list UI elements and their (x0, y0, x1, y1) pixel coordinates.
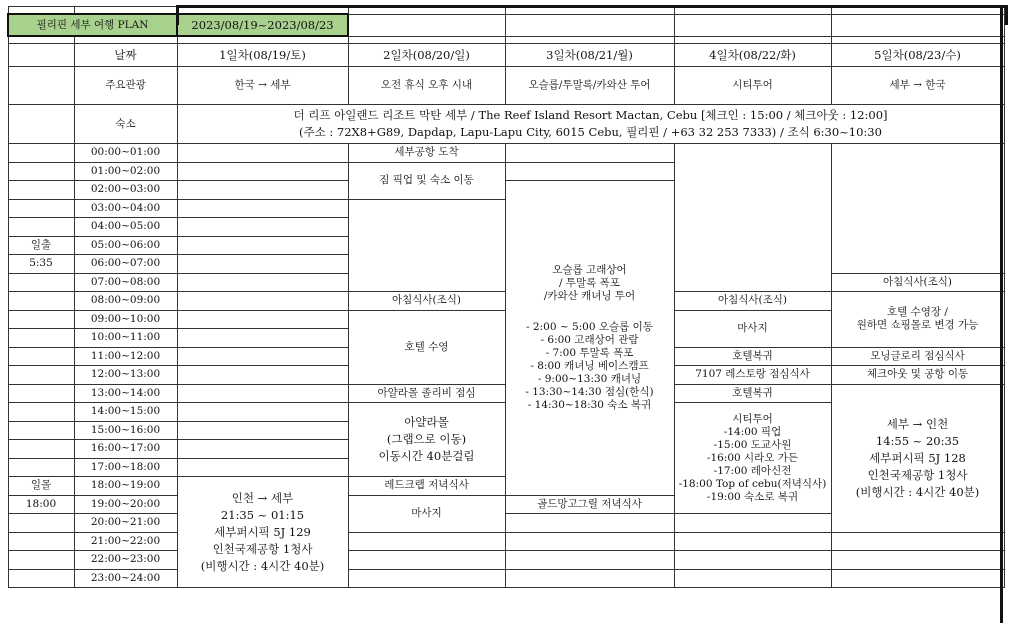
time-row (8, 144, 1004, 163)
tour-detail: - 7:00 투말록 폭포 (545, 346, 634, 359)
tour-detail: - 8:00 캐녀닝 베이스캠프 (530, 359, 649, 372)
schedule-cell: 아침식사(조식) (348, 292, 505, 311)
flight-line: 21:35 ~ 01:15 (220, 507, 305, 522)
flight-line: 14:55 ~ 20:35 (875, 433, 960, 448)
flight-line: 인천국제공항 1청사 (867, 467, 968, 482)
plan-dates: 2023/08/19~2023/08/23 (177, 14, 348, 36)
schedule-cell: 체크아웃 및 공항 이동 (831, 366, 1004, 385)
time-slot: 04:00~05:00 (74, 218, 177, 237)
city-tour-detail: -14:00 픽업 (723, 425, 782, 438)
ayala-cell (348, 403, 505, 477)
pool-line: 호텔 수영장 / (887, 306, 948, 319)
time-slot: 13:00~14:00 (74, 384, 177, 403)
ayala-line: 이동시간 40분걸림 (378, 449, 475, 463)
schedule-empty (831, 144, 1004, 274)
schedule-cell: 호텔복귀 (674, 384, 831, 403)
time-slot: 22:00~23:00 (74, 551, 177, 570)
tour-detail: - 2:00 ~ 5:00 오슬롭 이동 (526, 320, 653, 333)
time-slot: 08:00~09:00 (74, 292, 177, 311)
pool-line: 원하면 쇼핑몰로 변경 가능 (856, 319, 979, 332)
day-header: 3일차(08/21/월) (505, 44, 674, 67)
schedule-cell: 아얄라몰 졸리비 점심 (348, 384, 505, 403)
city-tour-detail: -15:00 도교사원 (713, 438, 792, 451)
lodging-line: 더 리프 아일랜드 리조트 막탄 세부 / The Reef Island Resort Mactan, Cebu [체크인 : 15:00 / 체크아웃 : 12:00] (293, 108, 888, 122)
time-slot: 01:00~02:00 (74, 162, 177, 181)
time-slot: 02:00~03:00 (74, 181, 177, 200)
schedule-cell: 아침식사(조식) (674, 292, 831, 311)
flight-line: 인천국제공항 1청사 (212, 541, 313, 556)
flight-line: (비행시간 : 4시간 40분) (200, 558, 325, 573)
time-row (8, 569, 1004, 588)
schedule-empty (348, 199, 505, 292)
flight-line: 세부 → 인천 (886, 416, 949, 431)
tour-detail: - 14:30~18:30 숙소 복귀 (527, 398, 652, 411)
day-header: 1일차(08/19/토) (177, 44, 348, 67)
time-slot: 10:00~11:00 (74, 329, 177, 348)
lodging-line: (주소 : 72X8+G89, Dapdap, Lapu-Lapu City, 6015 Cebu, 필리핀 / +63 32 253 7333) / 조식 6:30~10:30 (299, 125, 882, 139)
city-tour-detail: -18:00 Top of cebu(저녁식사) (678, 477, 827, 490)
time-slot: 15:00~16:00 (74, 421, 177, 440)
time-slot: 06:00~07:00 (74, 255, 177, 274)
lodging-info (177, 105, 1004, 144)
time-slot: 05:00~06:00 (74, 236, 177, 255)
time-slot: 19:00~20:00 (74, 495, 177, 514)
time-slot: 07:00~08:00 (74, 273, 177, 292)
time-slot: 14:00~15:00 (74, 403, 177, 422)
time-slot: 09:00~10:00 (74, 310, 177, 329)
schedule-cell: 짐 픽업 및 숙소 이동 (348, 162, 505, 199)
schedule-cell: 세부공항 도착 (348, 144, 505, 163)
tour-title: / 투말록 폭포 (559, 276, 620, 289)
time-slot: 18:00~19:00 (74, 477, 177, 496)
date-header-row (8, 44, 1004, 67)
time-slot: 21:00~22:00 (74, 532, 177, 551)
city-tour-cell (674, 403, 831, 514)
flight-line: 인천 → 세부 (231, 490, 294, 505)
time-slot: 20:00~21:00 (74, 514, 177, 533)
city-tour-detail: -16:00 시라오 가든 (706, 451, 799, 464)
day-header: 4일차(08/22/화) (674, 44, 831, 67)
schedule-cell: 마사지 (348, 495, 505, 532)
schedule-cell: 아침식사(조식) (831, 273, 1004, 292)
schedule-cell (831, 292, 1004, 348)
schedule-cell: 레드크랩 저녁식사 (348, 477, 505, 496)
lodging-label: 숙소 (74, 105, 177, 144)
city-tour-detail: -17:00 레아신전 (713, 464, 792, 477)
flight-line: 세부퍼시픽 5J 128 (869, 450, 966, 465)
time-slot: 03:00~04:00 (74, 199, 177, 218)
schedule-cell: 7107 레스토랑 점심식사 (674, 366, 831, 385)
time-row (8, 532, 1004, 551)
main-sights-label: 주요관광 (74, 67, 177, 105)
day-header: 2일차(08/20/일) (348, 44, 505, 67)
time-slot: 11:00~12:00 (74, 347, 177, 366)
schedule-cell: 호텔복귀 (674, 347, 831, 366)
main-sight: 한국 → 세부 (177, 67, 348, 105)
tour-detail: - 13:30~14:30 점심(한식) (525, 385, 654, 398)
ayala-line: (그랩으로 이동) (386, 432, 467, 446)
day-header: 5일차(08/23/수) (831, 44, 1004, 67)
plan-title: 필리핀 세부 여행 PLAN (8, 14, 177, 36)
flight-line: (비행시간 : 4시간 40분) (855, 484, 980, 499)
main-sights-row (8, 67, 1004, 105)
schedule-empty (674, 144, 831, 292)
time-row (8, 551, 1004, 570)
time-slot: 23:00~24:00 (74, 569, 177, 588)
tour-detail: - 6:00 고래상어 관람 (540, 333, 639, 346)
time-slot: 12:00~13:00 (74, 366, 177, 385)
schedule-cell: 마사지 (674, 310, 831, 347)
schedule-cell: 모닝글로리 점심식사 (831, 347, 1004, 366)
title-row (8, 14, 1004, 36)
schedule-cell: 골드망고그릴 저녁식사 (505, 495, 674, 514)
tour-title: 오슬롭 고래상어 (552, 263, 627, 276)
schedule-cell: 호텔 수영 (348, 310, 505, 384)
main-sight: 세부 → 한국 (831, 67, 1004, 105)
sunrise-time: 5:35 (8, 255, 74, 274)
main-sight: 시티투어 (674, 67, 831, 105)
spacer-row (8, 7, 1004, 15)
travel-plan-table (7, 6, 1005, 588)
sunset-time: 18:00 (8, 495, 74, 514)
main-sight: 오전 휴식 오후 시내 (348, 67, 505, 105)
date-label: 날짜 (74, 44, 177, 67)
lodging-row (8, 105, 1004, 144)
sunrise-label: 일출 (8, 236, 74, 255)
main-sight: 오슬롭/투말록/카와산 투어 (505, 67, 674, 105)
time-slot: 17:00~18:00 (74, 458, 177, 477)
city-tour-detail: -19:00 숙소로 복귀 (706, 490, 799, 503)
outbound-flight-cell (177, 477, 348, 588)
return-flight-cell (831, 384, 1004, 532)
ayala-line: 아얄라몰 (404, 415, 449, 429)
flight-line: 세부퍼시픽 5J 129 (214, 524, 311, 539)
tour-detail: - 9:00~13:30 캐녀닝 (537, 372, 642, 385)
tour-title: /카와산 캐녀닝 투어 (543, 289, 636, 302)
sunset-label: 일몰 (8, 477, 74, 496)
osmena-tour-cell (505, 181, 674, 496)
spacer-row (8, 36, 1004, 44)
time-slot: 16:00~17:00 (74, 440, 177, 459)
time-slot: 00:00~01:00 (74, 144, 177, 163)
city-tour-title: 시티투어 (732, 412, 773, 425)
